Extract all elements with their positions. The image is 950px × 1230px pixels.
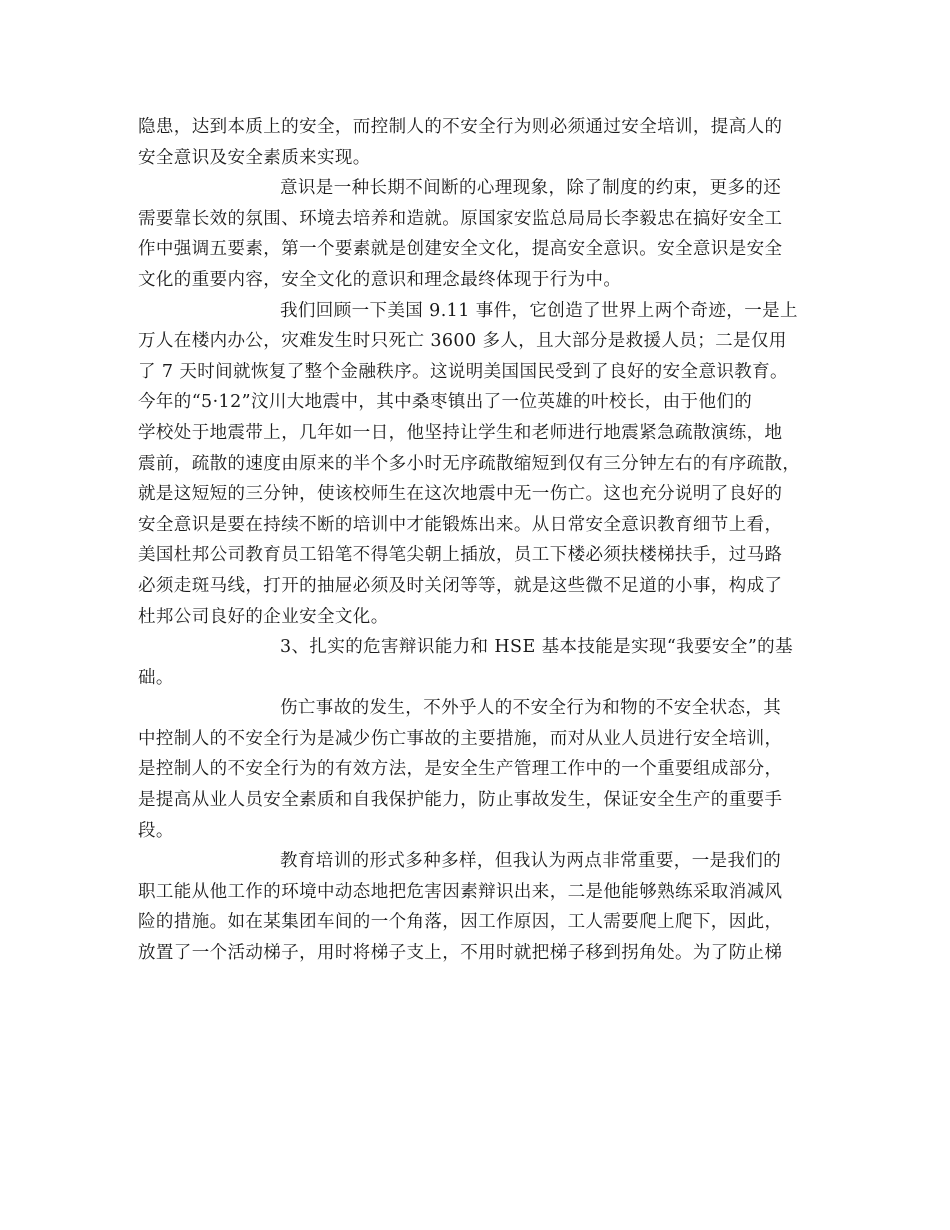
text-line: 隐患，达到本质上的安全，而控制人的不安全行为则必须通过安全培训，提高人的 bbox=[138, 117, 783, 137]
text-line: 学校处于地震带上，几年如一日，他坚持让学生和老师进行地震紧急疏散演练，地 bbox=[138, 422, 783, 443]
text-line: 是提高从业人员安全素质和自我保护能力，防止事故发生，保证安全生产的重要手 bbox=[138, 790, 783, 811]
text-line: 就是这短短的三分钟，使该校师生在这次地震中无一伤亡。这也充分说明了良好的 bbox=[138, 484, 783, 505]
text-line: 中控制人的不安全行为是减少伤亡事故的主要措施，而对从业人员进行安全培训， bbox=[138, 728, 783, 749]
text-line: 教育培训的形式多种多样，但我认为两点非常重要，一是我们的 bbox=[280, 851, 782, 872]
text-line: 职工能从他工作的环境中动态地把危害因素辩识出来，二是他能够熟练采取消减风 bbox=[138, 881, 783, 902]
text-line: 文化的重要内容，安全文化的意识和理念最终体现于行为中。 bbox=[138, 269, 622, 290]
text-line: 3、扎实的危害辩识能力和 HSE 基本技能是实现“我要安全”的基 bbox=[280, 637, 793, 658]
document-body bbox=[138, 112, 818, 969]
text-line: 础。 bbox=[138, 667, 174, 688]
text-line: 险的措施。如在某集团车间的一个角落，因工作原因，工人需要爬上爬下，因此， bbox=[138, 912, 783, 933]
text-line: 必须走斑马线，打开的抽屉必须及时关闭等等，就是这些微不足道的小事，构成了 bbox=[138, 575, 783, 596]
text-line: 伤亡事故的发生，不外乎人的不安全行为和物的不安全状态，其 bbox=[280, 698, 782, 719]
text-line: 需要靠长效的氛围、环境去培养和造就。原国家安监总局局长李毅忠在搞好安全工 bbox=[138, 208, 783, 229]
text-line: 震前，疏散的速度由原来的半个多小时无序疏散缩短到仅有三分钟左右的有序疏散， bbox=[138, 453, 801, 474]
text-line: 万人在楼内办公，灾难发生时只死亡 3600 多人，且大部分是救援人员；二是仅用 bbox=[138, 331, 787, 352]
text-line: 段。 bbox=[138, 820, 174, 841]
text-line: 是控制人的不安全行为的有效方法，是安全生产管理工作中的一个重要组成部分， bbox=[138, 759, 783, 780]
text-line: 我们回顾一下美国 9.11 事件，它创造了世界上两个奇迹，一是上 bbox=[280, 300, 798, 321]
text-line: 放置了一个活动梯子，用时将梯子支上，不用时就把梯子移到拐角处。为了防止梯 bbox=[138, 943, 783, 964]
text-line: 意识是一种长期不间断的心理现象，除了制度的约束，更多的还 bbox=[280, 178, 782, 199]
text-line: 了 7 天时间就恢复了整个金融秩序。这说明美国国民受到了良好的安全意识教育。 bbox=[138, 361, 788, 382]
text-line: 安全意识及安全素质来实现。 bbox=[138, 147, 371, 168]
text-line: 杜邦公司良好的企业安全文化。 bbox=[138, 606, 389, 627]
text-line: 今年的“5·12”汶川大地震中，其中桑枣镇出了一位英雄的叶校长，由于他们的 bbox=[138, 392, 753, 413]
text-line: 安全意识是要在持续不断的培训中才能锻炼出来。从日常安全意识教育细节上看， bbox=[138, 514, 783, 535]
text-line: 美国杜邦公司教育员工铅笔不得笔尖朝上插放，员工下楼必须扶楼梯扶手，过马路 bbox=[138, 545, 783, 566]
text-line: 作中强调五要素，第一个要素就是创建安全文化，提高安全意识。安全意识是安全 bbox=[138, 239, 783, 260]
